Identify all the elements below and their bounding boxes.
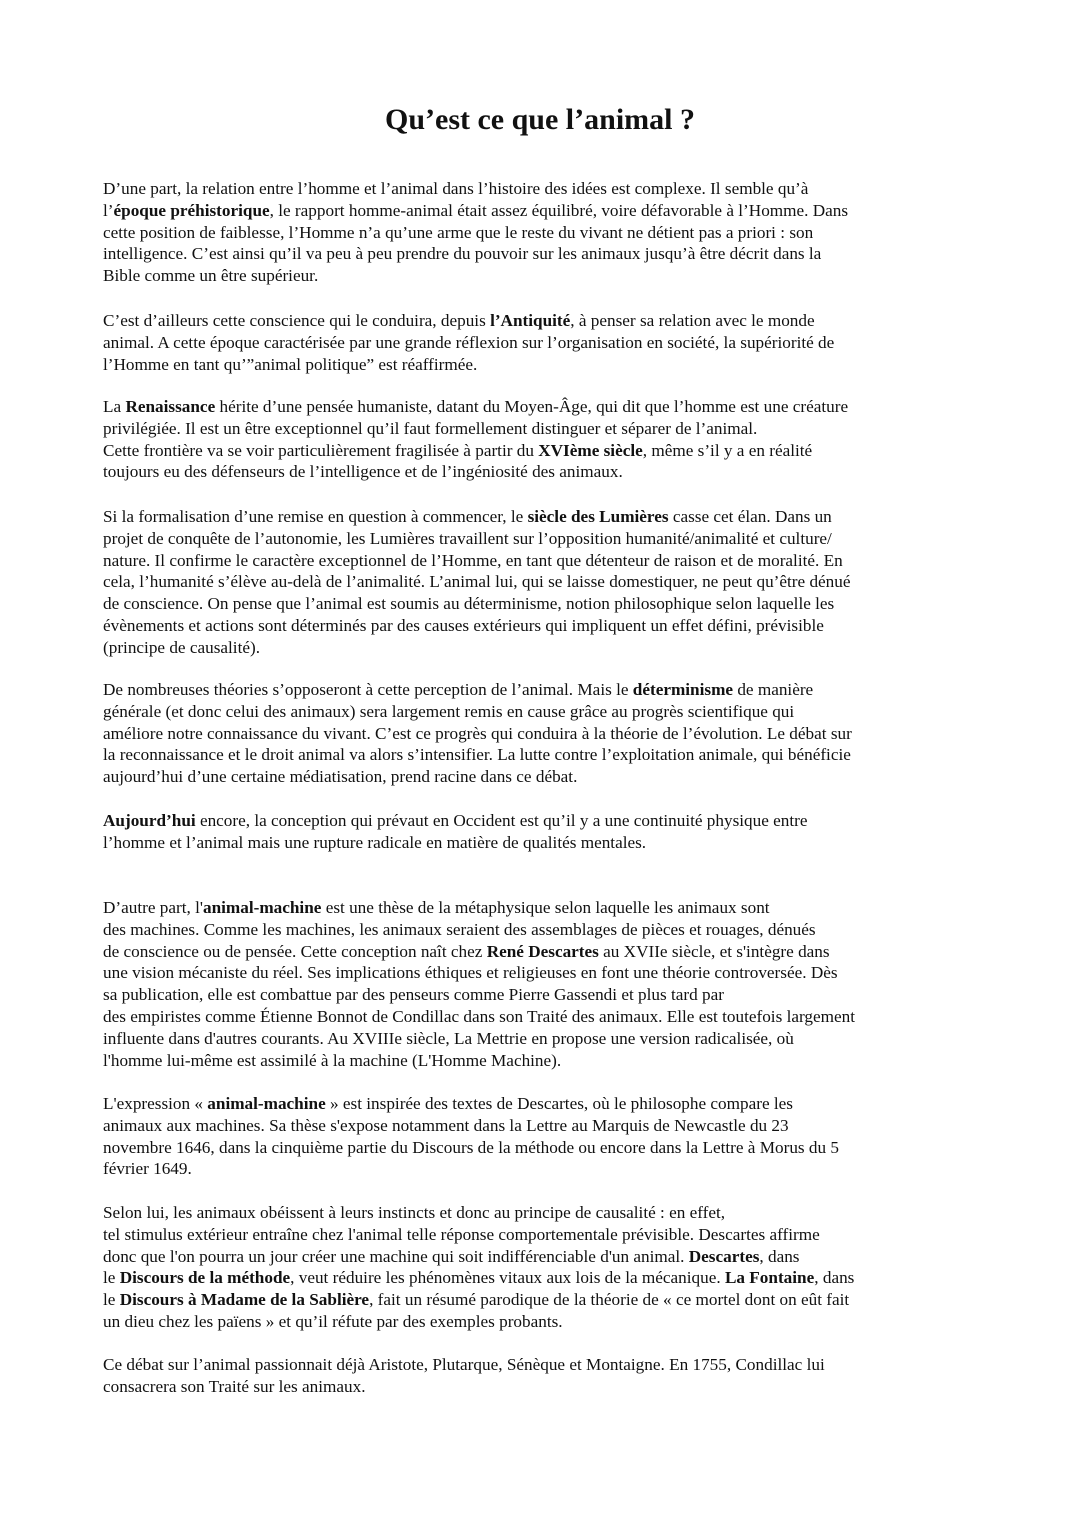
- bold-term: époque préhistorique: [113, 200, 270, 220]
- text-run: animaux aux machines. Sa thèse s'expose notamment dans la Lettre au Marquis de Newcastle du 23: [103, 1115, 789, 1135]
- text-run: l’Homme en tant qu’”animal politique” est réaffirmée.: [103, 354, 478, 374]
- text-run: encore, la conception qui prévaut en Occident est qu’il y a une continuité physique entre: [195, 811, 808, 830]
- text-line: [103, 550, 983, 572]
- paragraph-descartes: [103, 1202, 983, 1333]
- text-run: , fait un résumé parodique de la théorie de « ce mortel dont on eût fait: [369, 1290, 850, 1310]
- text-run: cela, l’humanité s’élève au-delà de l’animalité. L’animal lui, qui se laisse domestiquer, ne peut qu’être dénué: [103, 572, 851, 592]
- text-line: [103, 528, 983, 550]
- text-run: la reconnaissance et le droit animal va alors s’intensifier. La lutte contre l’exploitation animale, qui bénéficie: [103, 745, 851, 765]
- text-line: [103, 461, 983, 483]
- text-run: des machines. Comme les machines, les animaux seraient des assemblages de pièces et rouages, dénués: [103, 919, 816, 939]
- text-run: , à penser sa relation avec le monde: [570, 311, 815, 330]
- text-line: [103, 354, 983, 376]
- text-line: [103, 1158, 983, 1180]
- text-line: [103, 310, 983, 332]
- text-line: [103, 222, 983, 244]
- text-line: [103, 832, 983, 854]
- text-line: [103, 265, 983, 287]
- text-run: L'expression «: [103, 1094, 208, 1113]
- text-line: [103, 593, 983, 615]
- text-line: [103, 1289, 983, 1311]
- text-line: [103, 1050, 983, 1072]
- text-line: [103, 1267, 983, 1289]
- page-title: Qu’est ce que l’animal ?: [385, 103, 695, 136]
- text-run: influente dans d'autres courants. Au XVIIIe siècle, La Mettrie en propose une version radicalisée, où: [103, 1028, 794, 1048]
- paragraph-today: [103, 810, 983, 854]
- text-line: [103, 984, 983, 1006]
- bold-term: Descartes: [688, 1246, 760, 1266]
- text-run: Bible comme un être supérieur.: [103, 266, 319, 286]
- text-run: Selon lui, les animaux obéissent à leurs instincts et donc au principe de causalité : en effet,: [103, 1203, 726, 1222]
- text-run: Cette frontière va se voir particulièrement fragilisée à partir du: [103, 440, 539, 460]
- bold-term: déterminisme: [632, 680, 734, 699]
- text-line: [103, 243, 983, 265]
- text-run: D’une part, la relation entre l’homme et l’animal dans l’histoire des idées est complexe. Il semble qu’à: [103, 179, 809, 198]
- text-line: [103, 810, 983, 832]
- text-run: février 1649.: [103, 1159, 192, 1179]
- text-line: [103, 1006, 983, 1028]
- text-run: casse cet élan. Dans un: [668, 507, 832, 526]
- text-run: » est inspirée des textes de Descartes, où le philosophe compare les: [325, 1094, 793, 1113]
- text-run: au XVIIe siècle, et s'intègre dans: [598, 941, 830, 961]
- text-run: aujourd’hui d’une certaine médiatisation, prend racine dans ce débat.: [103, 767, 578, 787]
- bold-term: Renaissance: [125, 397, 216, 416]
- text-line: [103, 615, 983, 637]
- paragraph-antiquity: [103, 310, 983, 375]
- text-run: La: [103, 397, 126, 416]
- paragraph-renaissance: [103, 396, 983, 483]
- text-line: [103, 744, 983, 766]
- bold-term: René Descartes: [486, 941, 599, 961]
- bold-term: Discours de la méthode: [119, 1268, 291, 1288]
- text-run: animal. A cette époque caractérisée par une grande réflexion sur l’organisation en société, la supériorité de: [103, 332, 835, 352]
- text-run: l'homme lui-même est assimilé à la machine (L'Homme Machine).: [103, 1050, 562, 1070]
- text-run: de conscience. On pense que l’animal est soumis au déterminisme, notion philosophique selon laquelle les: [103, 594, 835, 614]
- paragraph-prehistory: [103, 178, 983, 287]
- bold-term: Aujourd’hui: [103, 811, 196, 830]
- paragraph-enlightenment: [103, 506, 983, 659]
- text-run: donc que l'on pourra un jour créer une machine qui soit indifférenciable d'un animal.: [103, 1246, 689, 1266]
- bold-term: animal-machine: [207, 1094, 326, 1113]
- bold-term: Discours à Madame de la Sablière: [119, 1290, 370, 1310]
- text-run: est une thèse de la métaphysique selon laquelle les animaux sont: [321, 898, 770, 917]
- text-run: tel stimulus extérieur entraîne chez l'animal telle réponse comportementale prévisible. Descartes affirme: [103, 1224, 820, 1244]
- text-line: [103, 962, 983, 984]
- text-run: C’est d’ailleurs cette conscience qui le conduira, depuis: [103, 311, 491, 330]
- text-line: [103, 1354, 983, 1376]
- text-line: [103, 637, 983, 659]
- bold-term: La Fontaine: [724, 1268, 815, 1288]
- text-run: générale (et donc celui des animaux) sera largement remis en cause grâce au progrès scientifique qui: [103, 701, 795, 721]
- text-line: [103, 723, 983, 745]
- text-line: [103, 418, 983, 440]
- bold-term: animal-machine: [202, 898, 322, 917]
- text-run: le: [103, 1290, 120, 1310]
- text-line: [103, 1224, 983, 1246]
- text-run: l’: [103, 200, 114, 220]
- text-run: le: [103, 1268, 120, 1288]
- text-run: Si la formalisation d’une remise en question à commencer, le: [103, 507, 528, 526]
- text-run: Ce débat sur l’animal passionnait déjà Aristote, Plutarque, Sénèque et Montaigne. En 1755, Condillac lui: [103, 1355, 825, 1374]
- text-run: un dieu chez les païens » et qu’il réfute par des exemples probants.: [103, 1311, 563, 1331]
- text-run: projet de conquête de l’autonomie, les Lumières travaillent sur l’opposition humanité/animalité et culture/: [103, 528, 832, 548]
- text-run: nature. Il confirme le caractère exceptionnel de l’Homme, en tant que détenteur de raison et de moralité. En: [103, 550, 843, 570]
- text-run: des empiristes comme Étienne Bonnot de Condillac dans son Traité des animaux. Elle est toutefois largement: [103, 1006, 855, 1026]
- text-run: consacrera son Traité sur les animaux.: [103, 1376, 366, 1396]
- text-run: privilégiée. Il est un être exceptionnel qu’il faut formellement distinguer et séparer de l’animal.: [103, 418, 758, 438]
- text-line: [103, 766, 983, 788]
- text-run: , dans: [759, 1246, 800, 1266]
- text-line: [103, 571, 983, 593]
- text-run: cette position de faiblesse, l’Homme n’a qu’une arme que le reste du vivant ne détient pas a priori : son: [103, 222, 814, 242]
- text-run: toujours eu des défenseurs de l’intelligence et de l’ingéniosité des animaux.: [103, 462, 623, 482]
- text-line: [103, 1311, 983, 1333]
- text-run: novembre 1646, dans la cinquième partie du Discours de la méthode ou encore dans la Lettre à Morus du 5: [103, 1137, 839, 1157]
- paragraph-determinism: [103, 679, 983, 788]
- text-run: une vision mécaniste du réel. Ses implications éthiques et religieuses en font une théorie controversée. Dès: [103, 963, 838, 983]
- text-line: [103, 1137, 983, 1159]
- text-line: [103, 679, 983, 701]
- text-line: [103, 897, 983, 919]
- text-line: [103, 941, 983, 963]
- text-run: , le rapport homme-animal était assez équilibré, voire défavorable à l’Homme. Dans: [269, 200, 849, 220]
- text-line: [103, 396, 983, 418]
- text-line: [103, 178, 983, 200]
- text-line: [103, 1376, 983, 1398]
- text-run: intelligence. C’est ainsi qu’il va peu à peu prendre du pouvoir sur les animaux jusqu’à être décrit dans la: [103, 244, 822, 264]
- text-line: [103, 1246, 983, 1268]
- text-line: [103, 200, 983, 222]
- text-run: , dans: [814, 1268, 855, 1288]
- text-run: évènements et actions sont déterminés par des causes extérieurs qui impliquent un effet défini, prévisible: [103, 615, 824, 635]
- text-line: [103, 1093, 983, 1115]
- text-run: , même s’il y a en réalité: [642, 440, 813, 460]
- bold-term: siècle des Lumières: [527, 507, 669, 526]
- text-run: de manière: [733, 680, 814, 699]
- paragraph-expression: [103, 1093, 983, 1180]
- text-run: De nombreuses théories s’opposeront à cette perception de l’animal. Mais le: [103, 680, 633, 699]
- text-run: , veut réduire les phénomènes vitaux aux lois de la mécanique.: [290, 1268, 725, 1288]
- bold-term: l’Antiquité: [490, 311, 571, 330]
- text-line: [103, 701, 983, 723]
- text-run: améliore notre connaissance du vivant. C’est ce progrès qui conduira à la théorie de l’évolution. Le débat sur: [103, 723, 852, 743]
- text-line: [103, 1202, 983, 1224]
- text-run: l’homme et l’animal mais une rupture radicale en matière de qualités mentales.: [103, 832, 647, 852]
- text-run: (principe de causalité).: [103, 637, 260, 657]
- paragraph-conclusion: [103, 1354, 983, 1398]
- text-run: hérite d’une pensée humaniste, datant du Moyen-Âge, qui dit que l’homme est une créature: [215, 397, 849, 416]
- text-line: [103, 332, 983, 354]
- text-run: de conscience ou de pensée. Cette conception naît chez: [103, 941, 487, 961]
- paragraph-animal-machine: [103, 897, 983, 1071]
- text-line: [103, 1028, 983, 1050]
- text-run: sa publication, elle est combattue par des penseurs comme Pierre Gassendi et plus tard par: [103, 985, 724, 1005]
- text-line: [103, 440, 983, 462]
- text-run: D’autre part, l': [103, 898, 203, 917]
- text-line: [103, 919, 983, 941]
- text-line: [103, 1115, 983, 1137]
- text-line: [103, 506, 983, 528]
- bold-term: XVIème siècle: [538, 440, 643, 460]
